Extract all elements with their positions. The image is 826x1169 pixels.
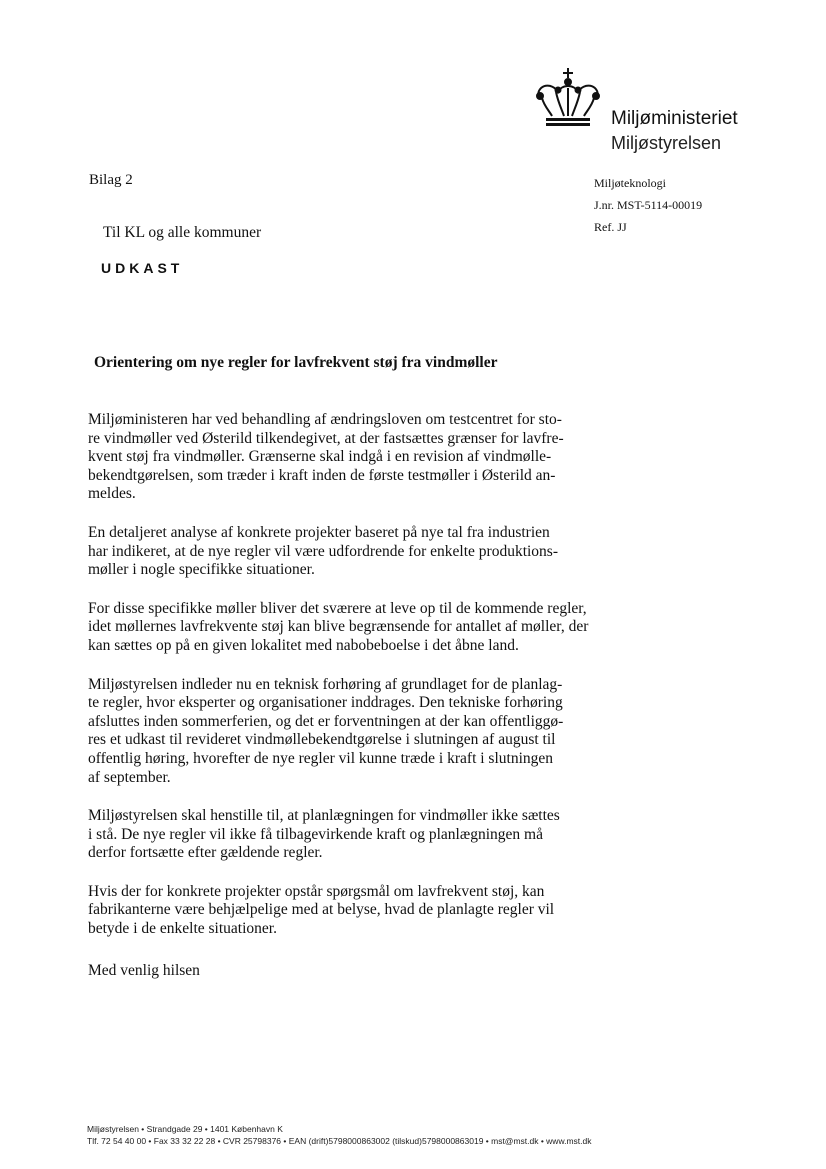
paragraph bbox=[88, 807, 648, 863]
text-line: Miljøstyrelsen skal henstille til, at planlægningen for vindmøller ikke sættes bbox=[88, 807, 560, 825]
text-line: Miljøministeren har ved behandling af ændringsloven om testcentret for sto- bbox=[88, 411, 562, 428]
draft-label: UDKAST bbox=[101, 260, 184, 276]
text-line: Hvis der for konkrete projekter opstår spørgsmål om lavfrekvent støj, kan bbox=[88, 882, 545, 900]
text-line: afsluttes inden sommerferien, og det er forventningen at der kan offentliggø- bbox=[88, 712, 564, 730]
footer-contact: Tlf. 72 54 40 00 • Fax 33 32 22 28 • CVR 25798376 • EAN (drift)5798000863002 (tilskud)5798000863019 • mst@mst.dk • www.mst.dk bbox=[87, 1136, 592, 1146]
text-line: betyde i de enkelte situationer. bbox=[88, 920, 277, 938]
paragraph bbox=[88, 524, 648, 580]
text-line: i stå. De nye regler vil ikke få tilbagevirkende kraft og planlægningen må bbox=[88, 825, 543, 843]
text-line: kan sættes op på en given lokalitet med nabobeboelse i det åbne land. bbox=[88, 636, 519, 654]
paragraph bbox=[88, 883, 648, 939]
crown-logo-icon bbox=[528, 66, 608, 130]
footer bbox=[87, 1123, 592, 1147]
attachment-label: Bilag 2 bbox=[89, 172, 133, 188]
text-line: meldes. bbox=[88, 485, 136, 503]
paragraph bbox=[88, 676, 648, 788]
paragraph bbox=[88, 600, 648, 656]
text-line: res et udkast til revideret vindmøllebekendtgørelse i slutningen af august til bbox=[88, 731, 556, 749]
text-line: bekendtgørelsen, som træder i kraft inden de første testmøller i Østerild an- bbox=[88, 466, 556, 484]
agency-name: Miljøstyrelsen bbox=[611, 133, 722, 153]
text-line: idet møllernes lavfrekvente støj kan blive begrænsende for antallet af møller, der bbox=[88, 618, 589, 636]
text-line: En detaljeret analyse af konkrete projekter baseret på nye tal fra industrien bbox=[88, 523, 550, 541]
text-line: te regler, hvor eksperter og organisationer inddrages. Den tekniske forhøring bbox=[88, 694, 563, 712]
text-line: kvent støj fra vindmøller. Grænserne skal indgå i en revision af vindmølle- bbox=[88, 448, 552, 466]
reference-block bbox=[594, 172, 702, 238]
reference-initials: Ref. JJ bbox=[594, 220, 627, 234]
department: Miljøteknologi bbox=[594, 176, 666, 190]
text-line: af september. bbox=[88, 768, 171, 786]
text-line: re vindmøller ved Østerild tilkendegivet, at der fastsættes grænser for lavfre- bbox=[88, 429, 564, 447]
text-line: Miljøstyrelsen indleder nu en teknisk forhøring af grundlaget for de planlag- bbox=[88, 675, 563, 693]
journal-number: J.nr. MST-5114-00019 bbox=[594, 198, 703, 212]
footer-address: Miljøstyrelsen • Strandgade 29 • 1401 København K bbox=[87, 1124, 283, 1134]
text-line: derfor fortsætte efter gældende regler. bbox=[88, 844, 323, 862]
letter-body bbox=[88, 411, 648, 959]
text-line: For disse specifikke møller bliver det sværere at leve op til de kommende regler, bbox=[88, 599, 587, 617]
ministry-name: Miljøministeriet bbox=[611, 108, 738, 129]
recipient: Til KL og alle kommuner bbox=[103, 224, 262, 241]
paragraph bbox=[88, 411, 648, 504]
letter-title: Orientering om nye regler for lavfrekvent støj fra vindmøller bbox=[94, 354, 498, 371]
text-line: har indikeret, at de nye regler vil være udfordrende for enkelte produktions- bbox=[88, 542, 558, 560]
text-line: fabrikanterne være behjælpelige med at belyse, hvad de planlagte regler vil bbox=[88, 901, 555, 919]
text-line: møller i nogle specifikke situationer. bbox=[88, 561, 315, 579]
text-line: offentlig høring, hvorefter de nye regler vil kunne træde i kraft i slutningen bbox=[88, 749, 554, 767]
closing-greeting: Med venlig hilsen bbox=[88, 962, 200, 979]
